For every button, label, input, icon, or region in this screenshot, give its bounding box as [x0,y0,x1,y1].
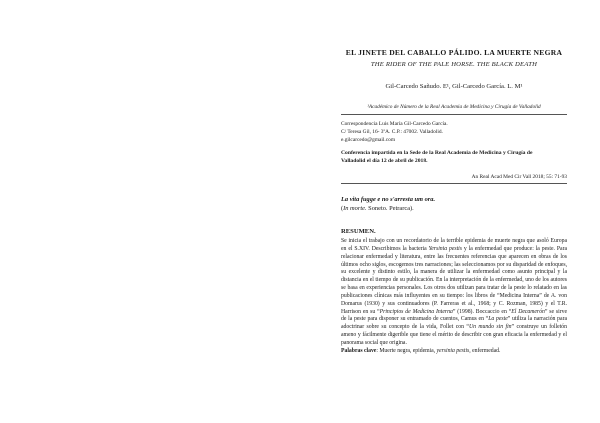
abstract-text-3: ” (1998). Boccaccio en “ [452,308,512,315]
abstract-heading: RESUMEN. [341,228,376,235]
correspondence [341,121,567,144]
correspondence-address: C/ Teresa Gil, 16- 3ºA. C.P.: 47002. Valladolid. [341,128,443,135]
divider-bottom [341,183,567,184]
keywords-text: : Muerte negra, epidemia, [376,347,437,354]
abstract-text-2: y la enfermedad que produce: la peste. Para relacionar enfermedad y literatura, entre las frecuentes referencias que aparecen en obras de los últimos ocho siglos, escogemos tres narraciones; las seleccionamos por su disparidad de enfoques, su excelente y distinto estilo, la manera de utilizar la enfermedad como asunto principal y la distancia en el tiempo de su publicación. En la interpretación de la enfermedad, uno de los autores se basa en experiencias personales. Los otros dos utilizan para tratar de la peste lo relatado en las publicaciones clínicas más influyentes en su tiempo: los libros de “Medicina Interna” de A. von Domarus (1930) y sus continuadores (P. Farreras et al., 1968; y C. Rozman, 1985) y el T.R. Harrison en su “ [341,245,567,315]
abstract-title-decameron: El Decamerón [511,308,545,315]
affiliation: ¹Académico de Número de la Real Academia de Medicina y Cirugía de Valladolid [367,104,541,110]
authors: Gil-Carcedo Sañudo. E¹, Gil-Carcedo García. L. M¹ [385,83,523,90]
abstract-term-yersinia: Yersinia pestis [428,245,462,252]
conference-line-1: Conferencia impartida en la Sede de la Real Academia de Medicina y Cirugía de [341,150,533,156]
abstract-text-4: ” se sirve de la peste para disponer su entramado de cuentos, Camus en “ [341,308,567,323]
abstract-text-6: ” construye un folletón ameno y fácilmente digerible que tiene el mérito de describir con gran eficacia la enfermedad y el panorama social que origina. [341,324,567,346]
abstract-title-harrison: Principios de Medicina Interna [379,308,453,315]
abstract-title-la-peste: La peste [488,316,508,323]
abstract-text-1: Se inicia el trabajo con un recordatorio de la terrible epidemia de muerte negra que asoló Europa en el S.XIV. Describimos la bacteria [341,238,567,252]
abstract-title-mundo-sin-fin: Un mundo sin fin [468,324,512,331]
divider-top [341,114,567,115]
keywords-label: Palabras clave [341,347,377,354]
correspondence-email: e.gilcarcedo@gmail.com [341,136,396,143]
journal-citation: An Real Acad Med Cir Vall 2018; 55: 71-93 [471,174,567,180]
epigraph [341,196,567,213]
conference-line-2: Valladolid el día 12 de abril de 2018. [341,157,428,164]
epigraph-source: (In morte. Soneto. Petrarca). [341,204,414,212]
conference-note [341,150,567,166]
paper-subtitle: THE RIDER OF THE PALE HORSE. THE BLACK DEATH [370,61,538,68]
correspondence-name: Correspondencia Luis María Gil-Carcedo García. [341,121,448,127]
epigraph-source-title: In morte. [343,204,367,212]
paper-title: EL JINETE DEL CABALLO PÁLIDO. LA MUERTE NEGRA [345,48,563,57]
epigraph-text: La vita fugge e no s'arresta um ora. [341,196,436,203]
abstract-text-5: ” utiliza la narración para adoctrinar sobre su concepto de la vida, Follet con “ [341,316,567,331]
abstract-paragraph [341,238,567,348]
keywords [341,348,567,356]
abstract-body [341,238,567,356]
keywords-end: , enfermedad. [469,347,501,354]
keywords-term: yersinia pestis [436,347,470,354]
epigraph-source-rest: Soneto. Petrarca). [366,204,414,212]
